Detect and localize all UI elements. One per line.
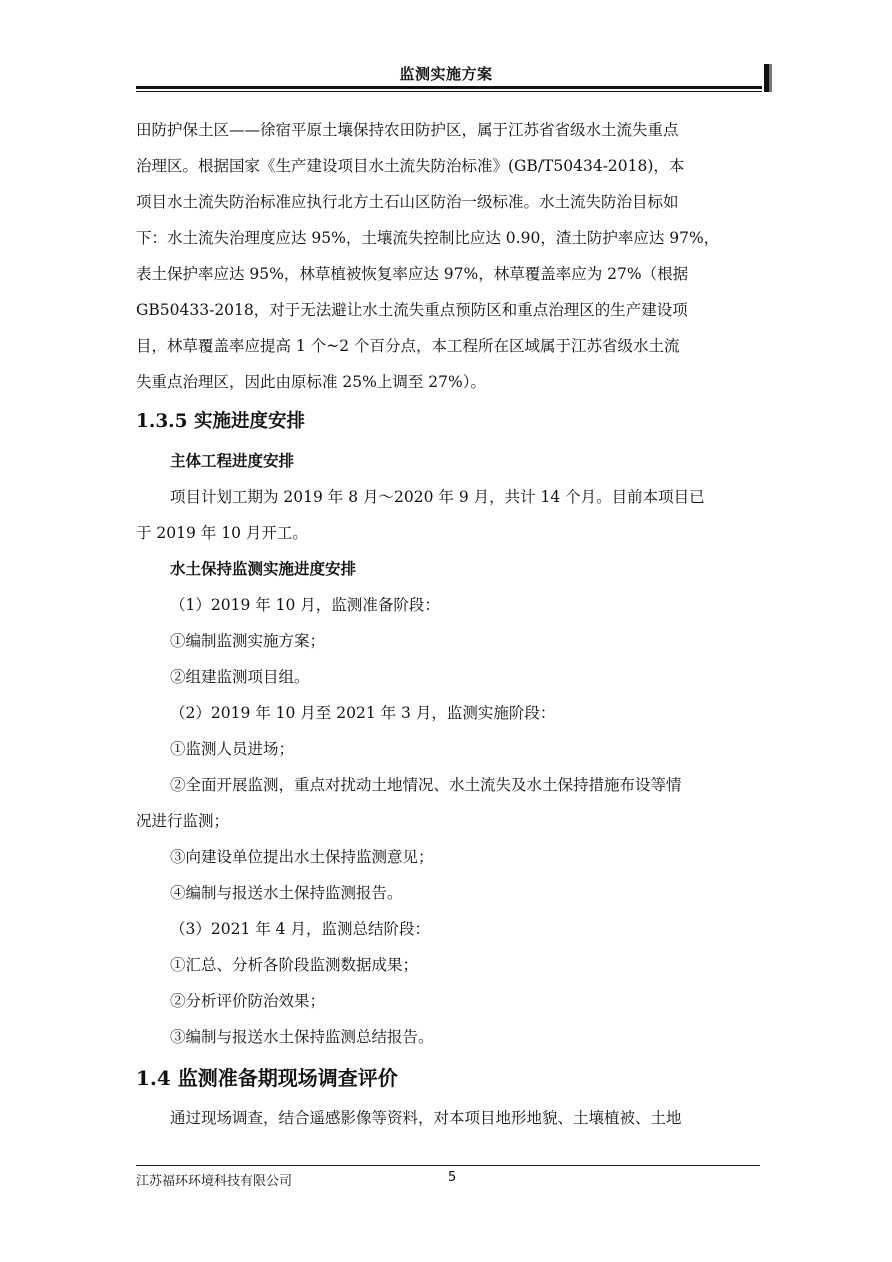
list-item: ②组建监测项目组。: [170, 668, 310, 686]
body-line: 表土保护率应达 95%，林草植被恢复率应达 97%，林草覆盖率应为 27%（根据: [136, 265, 689, 283]
list-item: ②全面开展监测，重点对扰动土地情况、水土流失及水土保持措施布设等情: [170, 776, 682, 794]
body-line: GB50433-2018，对于无法避让水土流失重点预防区和重点治理区的生产建设项: [136, 301, 688, 319]
body-line: 田防护保土区——徐宿平原土壤保持农田防护区，属于江苏省省级水土流失重点: [136, 121, 679, 139]
header-rule-thin: [136, 91, 762, 92]
body-line: 于 2019 年 10 月开工。: [136, 524, 308, 542]
body-line: 下：水土流失治理度应达 95%，土壤流失控制比应达 0.90，渣土防护率应达 97%，: [136, 229, 720, 247]
list-item-continuation: 况进行监测；: [136, 812, 230, 830]
section-heading-1-4: 1.4 监测准备期现场调查评价: [136, 1066, 398, 1090]
footer-rule: [136, 1165, 760, 1166]
body-line: 目，林草覆盖率应提高 1 个~2 个百分点，本工程所在区域属于江苏省级水土流: [136, 337, 680, 355]
body-line: 项目计划工期为 2019 年 8 月～2020 年 9 月，共计 14 个月。目前本项目已: [170, 488, 705, 506]
list-item: ①汇总、分析各阶段监测数据成果；: [170, 956, 419, 974]
list-item: ③向建设单位提出水土保持监测意见；: [170, 848, 434, 866]
body-line: 失重点治理区，因此由原标准 25%上调至 27%）。: [136, 373, 487, 391]
stage-2-heading: （2）2019 年 10 月至 2021 年 3 月，监测实施阶段：: [170, 704, 556, 722]
footer-company-name: 江苏福环环境科技有限公司: [136, 1174, 293, 1189]
list-item: ④编制与报送水土保持监测报告。: [170, 884, 403, 902]
header-edge-bar: [764, 64, 772, 92]
list-item: ②分析评价防治效果；: [170, 992, 326, 1010]
subheading-main-schedule: 主体工程进度安排: [170, 451, 295, 470]
list-item: ①监测人员进场；: [170, 740, 295, 758]
subheading-monitor-schedule: 水土保持监测实施进度安排: [170, 559, 357, 578]
body-line: 治理区。根据国家《生产建设项目水土流失防治标准》(GB/T50434-2018)，本: [136, 157, 685, 175]
body-line: 通过现场调查，结合遥感影像等资料，对本项目地形地貌、土壤植被、土地: [170, 1109, 682, 1127]
list-item: ③编制与报送水土保持监测总结报告。: [170, 1028, 434, 1046]
list-item: ①编制监测实施方案；: [170, 632, 326, 650]
body-line: 项目水土流失防治标准应执行北方土石山区防治一级标准。水土流失防治目标如: [136, 193, 679, 211]
section-heading-1-3-5: 1.3.5 实施进度安排: [136, 411, 305, 432]
page-header-title: 监测实施方案: [399, 65, 493, 83]
page-body: [136, 112, 760, 1136]
stage-1-heading: （1）2019 年 10 月，监测准备阶段：: [170, 596, 440, 614]
page-number: 5: [448, 1170, 457, 1185]
header-rule-thick: [136, 86, 762, 89]
stage-3-heading: （3）2021 年 4 月，监测总结阶段：: [170, 920, 430, 938]
